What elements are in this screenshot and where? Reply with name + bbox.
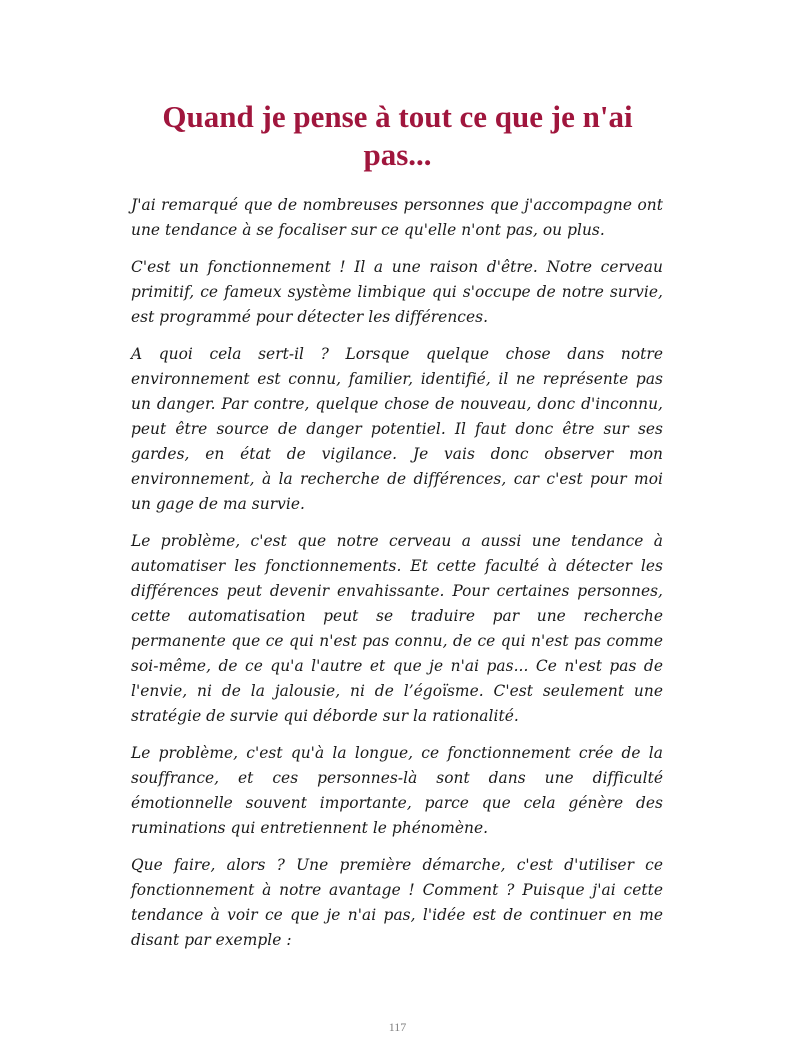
paragraph-3: A quoi cela sert-il ? Lorsque quelque chose dans notre environnement est connu, familier, identifié, il ne représente pas un danger. Par contre, quelque chose de nouveau, donc d'inconnu, peut être source de danger potentiel. Il faut donc être sur ses gardes, en état de vigilance. Je vais donc observer mon environnement, à la recherche de différences, car c'est pour moi un gage de ma survie.	[131, 345, 663, 513]
paragraph-2: C'est un fonctionnement ! Il a une raison d'être. Notre cerveau primitif, ce fameux système limbique qui s'occupe de notre survie, est programmé pour détecter les différences.	[131, 258, 663, 326]
paragraph-6: Que faire, alors ? Une première démarche, c'est d'utiliser ce fonctionnement à notre avantage ! Comment ? Puisque j'ai cette tendance à voir ce que je n'ai pas, l'idée est de continuer en me disant par exemple :	[131, 856, 663, 949]
page-number: 117	[388, 1020, 407, 1034]
page-title: Quand je pense à tout ce que je n'ai pas...	[162, 99, 633, 172]
paragraph-4: Le problème, c'est que notre cerveau a aussi une tendance à automatiser les fonctionnements. Et cette faculté à détecter les différences peut devenir envahissante. Pour certaines personnes, cette automatisation peut se traduire par une recherche permanente que ce qui n'est pas connu, de ce qui n'est pas comme soi-même, de ce qu'a l'autre et que je n'ai pas... Ce n'est pas de l'envie, ni de la jalousie, ni de l’égoïsme. C'est seulement une stratégie de survie qui déborde sur la rationalité.	[131, 532, 663, 725]
body-text	[131, 193, 663, 965]
paragraph-5: Le problème, c'est qu'à la longue, ce fonctionnement crée de la souffrance, et ces personnes-là sont dans une difficulté émotionnelle souvent importante, parce que cela génère des ruminations qui entretiennent le phénomène.	[131, 744, 663, 837]
paragraph-1: J'ai remarqué que de nombreuses personnes que j'accompagne ont une tendance à se focaliser sur ce qu'elle n'ont pas, ou plus.	[131, 196, 663, 239]
